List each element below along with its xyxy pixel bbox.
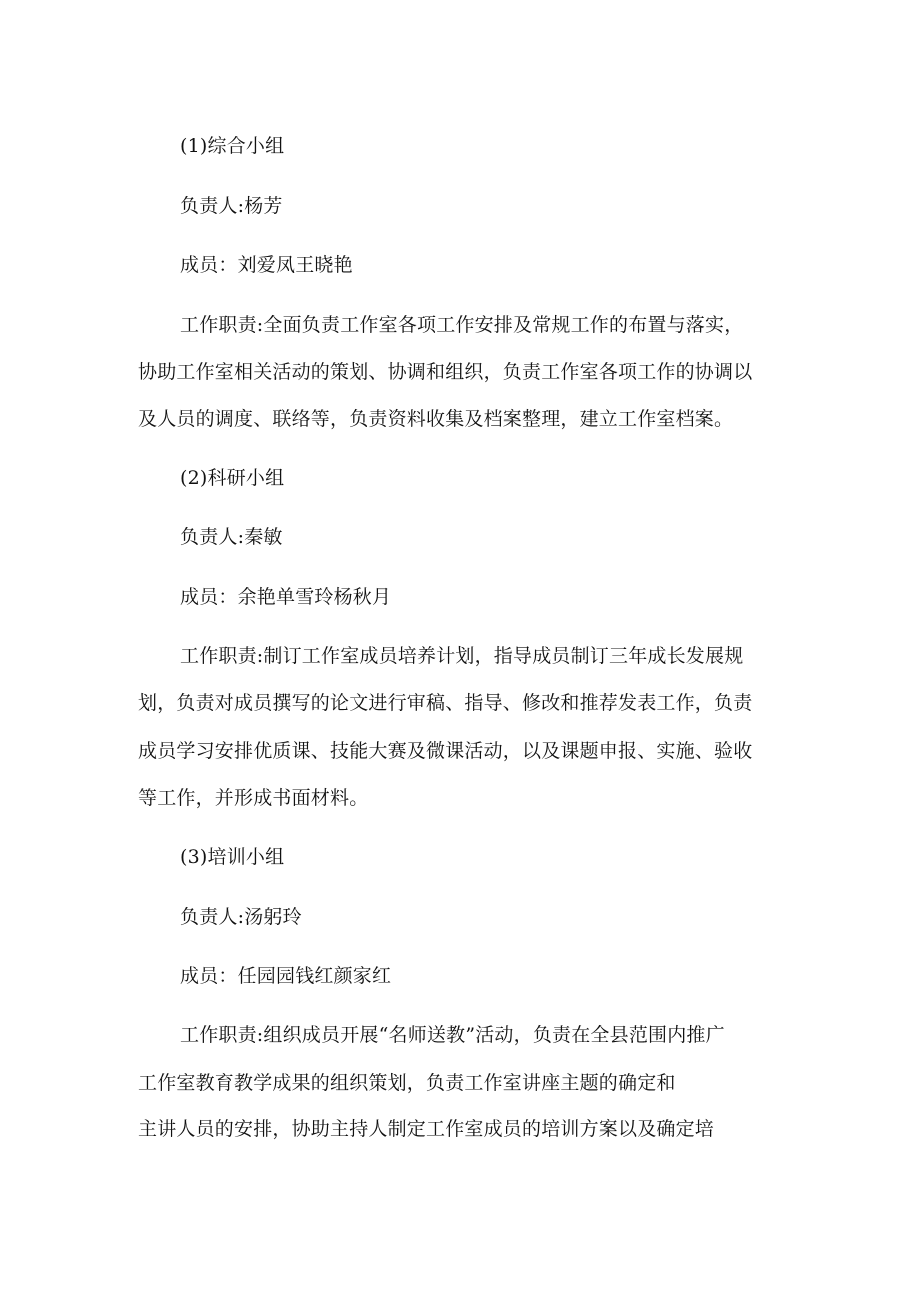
section-2-duties-line-2: 划，负责对成员撰写的论文进行审稿、指导、修改和推荐发表工作，负责: [138, 692, 753, 714]
section-3-leader: 负责人:汤躬玲: [180, 906, 302, 928]
section-1-duties-line-2: 协助工作室相关活动的策划、协调和组织，负责工作室各项工作的协调以: [138, 361, 753, 383]
section-2-leader: 负责人:秦敏: [180, 526, 283, 548]
section-2-heading: (2)科研小组: [180, 467, 285, 489]
section-2-duties-line-4: 等工作，并形成书面材料。: [138, 787, 369, 809]
section-3-duties-line-1: 工作职责:组织成员开展“名师送教”活动，负责在全县范围内推广: [180, 1024, 725, 1046]
section-3-heading: (3)培训小组: [180, 846, 285, 868]
section-3-duties-line-2: 工作室教育教学成果的组织策划，负责工作室讲座主题的确定和: [138, 1072, 676, 1094]
section-2-duties-line-1: 工作职责:制订工作室成员培养计划，指导成员制订三年成长发展规: [180, 645, 744, 667]
section-1-duties-line-3: 及人员的调度、联络等，负责资料收集及档案整理，建立工作室档案。: [138, 408, 734, 430]
section-1-duties-line-1: 工作职责:全面负责工作室各项工作安排及常规工作的布置与落实，: [180, 314, 744, 336]
section-1-leader: 负责人:杨芳: [180, 195, 283, 217]
section-2-duties-line-3: 成员学习安排优质课、技能大赛及微课活动，以及课题申报、实施、验收: [138, 740, 753, 762]
section-1-heading: (1)综合小组: [180, 135, 285, 157]
section-3-members: 成员：任园园钱红颜家红: [180, 965, 392, 987]
section-2-members: 成员：余艳单雪玲杨秋月: [180, 586, 392, 608]
section-3-duties-line-3: 主讲人员的安排，协助主持人制定工作室成员的培训方案以及确定培: [138, 1118, 715, 1140]
section-1-members: 成员：刘爱凤王晓艳: [180, 254, 353, 276]
